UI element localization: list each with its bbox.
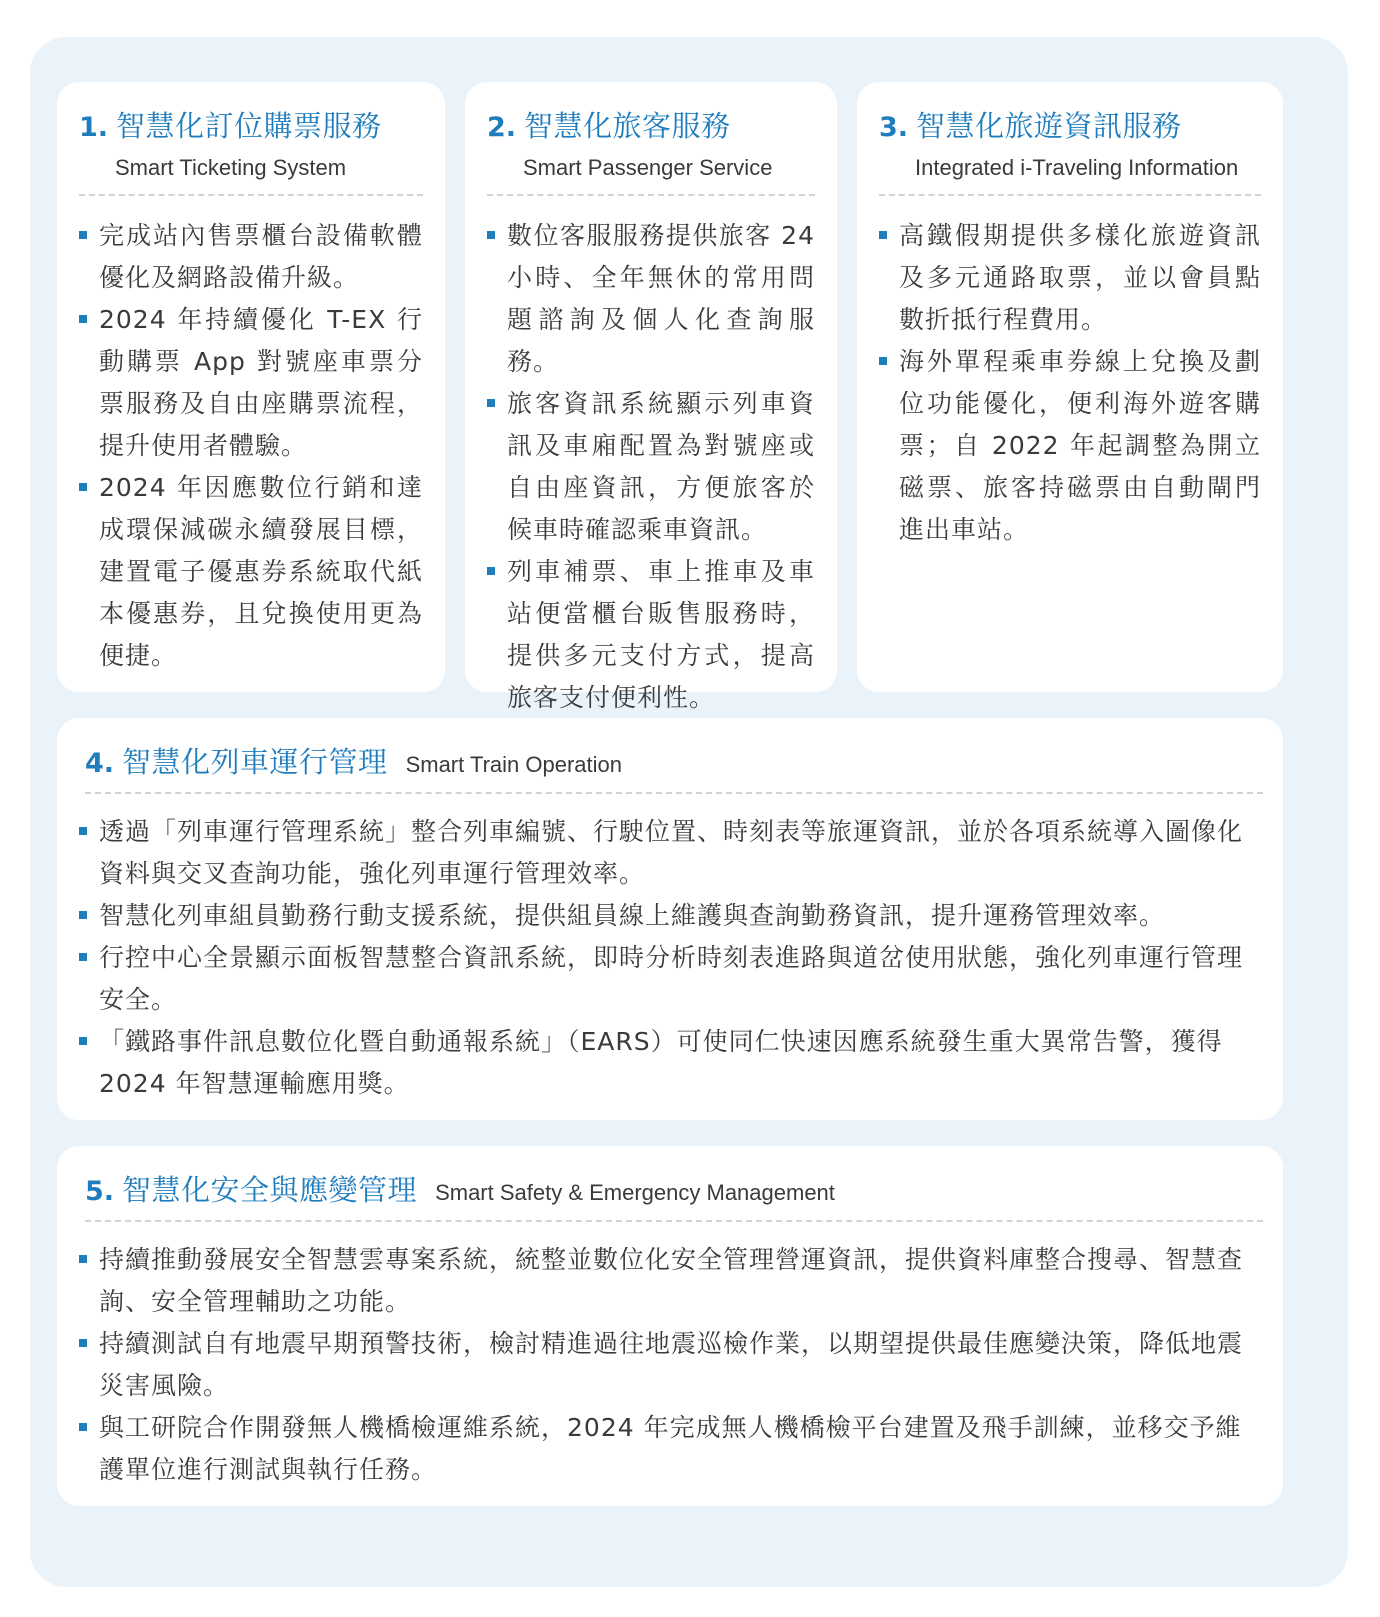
card-smart-safety [57,1146,1283,1506]
card-title-zh: 智慧化安全與應變管理 [122,1173,418,1207]
list-item: 「鐵路事件訊息數位化暨自動通報系統」（EARS）可使同仁快速因應系統發生重大異常告警，獲得 2024 年智慧運輸應用獎。 [79,1021,1259,1105]
bullet-icon [79,1255,87,1263]
bullet-icon [79,483,87,491]
bullet-icon [79,1339,87,1347]
bullet-icon [79,315,87,323]
card-title [487,104,815,145]
bullet-icon [79,1423,87,1431]
bullet-list [879,215,1261,551]
card-smart-train-operation [57,718,1283,1120]
list-item: 行控中心全景顯示面板智慧整合資訊系統，即時分析時刻表進路與道岔使用狀態，強化列車運行管理安全。 [79,937,1259,1021]
list-item: 持續測試自有地震早期預警技術，檢討精進過往地震巡檢作業，以期望提供最佳應變決策，降低地震災害風險。 [79,1323,1259,1407]
list-item: 2024 年因應數位行銷和達成環保減碳永續發展目標，建置電子優惠券系統取代紙本優惠券，且兌換使用更為便捷。 [79,467,423,677]
bullet-icon [79,911,87,919]
card-number: 4. [85,748,115,779]
card-title-zh: 智慧化旅客服務 [524,109,731,143]
bullet-icon [79,1037,87,1045]
bullet-icon [487,231,495,239]
list-item: 旅客資訊系統顯示列車資訊及車廂配置為對號座或自由座資訊，方便旅客於候車時確認乘車資訊。 [487,383,815,551]
bullet-icon [79,827,87,835]
card-smart-passenger [465,82,837,712]
card-title [79,104,423,145]
dashed-divider [85,792,1263,794]
card-smart-travel-info [857,82,1283,692]
list-item: 海外單程乘車券線上兌換及劃位功能優化，便利海外遊客購票；自 2022 年起調整為開立磁票、旅客持磁票由自動閘門進出車站。 [879,341,1261,551]
dashed-divider [879,194,1261,196]
bullet-list [487,215,815,719]
card-number: 1. [79,112,109,143]
list-item: 列車補票、車上推車及車站便當櫃台販售服務時，提供多元支付方式，提高旅客支付便利性。 [487,551,815,719]
list-item: 數位客服服務提供旅客 24 小時、全年無休的常用問題諮詢及個人化查詢服務。 [487,215,815,383]
list-item: 透過「列車運行管理系統」整合列車編號、行駛位置、時刻表等旅運資訊，並於各項系統導入圖像化資料與交叉查詢功能，強化列車運行管理效率。 [79,811,1259,895]
card-title-en: Smart Safety & Emergency Management [435,1180,835,1205]
card-title [85,740,1261,781]
bullet-icon [487,399,495,407]
card-title [85,1168,1261,1209]
card-title-zh: 智慧化旅遊資訊服務 [916,109,1182,143]
bullet-list [79,811,1259,1105]
bullet-list [79,1239,1259,1491]
card-title [879,104,1261,145]
card-number: 3. [879,112,909,143]
list-item: 高鐵假期提供多樣化旅遊資訊及多元通路取票，並以會員點數折抵行程費用。 [879,215,1261,341]
bullet-icon [79,953,87,961]
list-item: 完成站內售票櫃台設備軟體優化及網路設備升級。 [79,215,423,299]
bullet-list [79,215,423,677]
card-title-en: Smart Passenger Service [523,155,773,180]
bullet-icon [879,231,887,239]
card-title-zh: 智慧化列車運行管理 [122,745,388,779]
list-item: 2024 年持續優化 T-EX 行動購票 App 對號座車票分票服務及自由座購票流程，提升使用者體驗。 [79,299,423,467]
card-smart-ticketing [57,82,445,692]
list-item: 持續推動發展安全智慧雲專案系統，統整並數位化安全管理營運資訊，提供資料庫整合搜尋、智慧查詢、安全管理輔助之功能。 [79,1239,1259,1323]
dashed-divider [79,194,423,196]
dashed-divider [85,1220,1263,1222]
bullet-icon [879,357,887,365]
card-title-en: Integrated i-Traveling Information [915,155,1239,180]
card-number: 5. [85,1176,115,1207]
card-title-en: Smart Train Operation [405,752,622,777]
bullet-icon [487,567,495,575]
card-title-zh: 智慧化訂位購票服務 [116,109,382,143]
card-title-en: Smart Ticketing System [115,155,347,180]
list-item: 與工研院合作開發無人機橋檢運維系統，2024 年完成無人機橋檢平台建置及飛手訓練，並移交予維護單位進行測試與執行任務。 [79,1407,1259,1491]
card-number: 2. [487,112,517,143]
bullet-icon [79,231,87,239]
dashed-divider [487,194,815,196]
list-item: 智慧化列車組員勤務行動支援系統，提供組員線上維護與查詢勤務資訊，提升運務管理效率。 [79,895,1259,937]
